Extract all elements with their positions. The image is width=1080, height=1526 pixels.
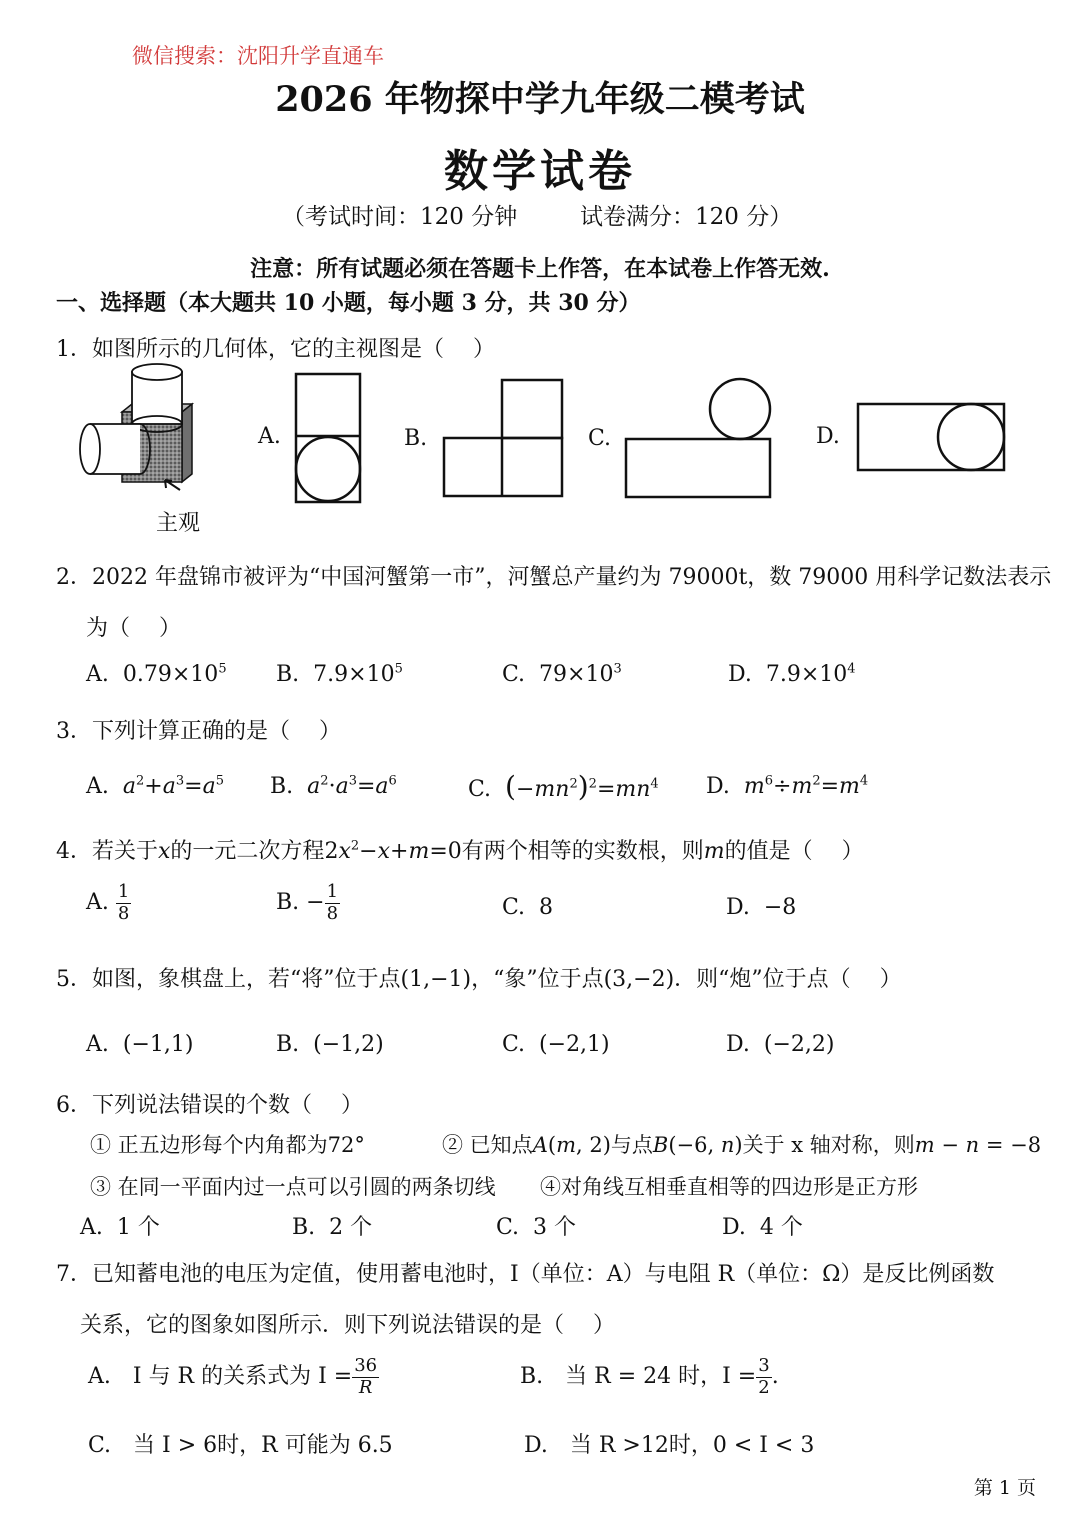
exam-score: 试卷满分：120 分） bbox=[580, 204, 793, 230]
q2-option-c: C. $79\times 10^3$ bbox=[502, 661, 622, 687]
q1-option-d-figure bbox=[856, 402, 1008, 474]
front-view-label: 主观 bbox=[156, 511, 201, 536]
watermark: 微信搜索：沈阳升学直通车 bbox=[132, 44, 384, 68]
q4-option-b: B. − $\frac{1}{8}$ bbox=[276, 881, 339, 924]
question-2-stem: 2．2022 年盘锦市被评为“中国河蟹第一市”，河蟹总产量约为 79000t，数 79000 用科学记数法表示 bbox=[56, 565, 1052, 590]
notice: 注意：所有试题必须在答题卡上作答，在本试卷上作答无效. bbox=[250, 256, 830, 282]
q1-option-d-label: D. bbox=[816, 424, 840, 449]
q6-option-c: C. 3 个 bbox=[496, 1215, 577, 1240]
question-5-stem: 5．如图，象棋盘上，若“将”位于点(1,−1)，“象”位于点(3,−2)．则“炮”位于点（ ） bbox=[56, 967, 902, 992]
q6-statement-3: ③ 在同一平面内过一点可以引圆的两条切线 bbox=[90, 1175, 496, 1199]
page-number: 第 1 页 bbox=[973, 1477, 1036, 1499]
q7-option-d: D. 当 R >12时，0 < I < 3 bbox=[524, 1433, 815, 1458]
q1-option-b-label: B. bbox=[404, 426, 428, 451]
q6-option-d: D. 4 个 bbox=[722, 1215, 803, 1240]
q1-solid-figure bbox=[70, 362, 210, 492]
q6-option-b: B. 2 个 bbox=[292, 1215, 373, 1240]
question-2-stem-cont: 为（ ） bbox=[86, 616, 181, 641]
q6-statement-1: ① 正五边形每个内角都为72° bbox=[90, 1133, 365, 1157]
q1-option-c-figure bbox=[624, 377, 774, 499]
q1-option-b-figure bbox=[442, 378, 564, 498]
q1-option-a-figure bbox=[294, 372, 362, 504]
q5-option-d: D. (−2,2) bbox=[726, 1032, 835, 1057]
q5-option-b: B. (−1,2) bbox=[276, 1032, 384, 1057]
q6-statement-2: ② 已知点A(m, 2)与点B(−6, n)关于 x 轴对称，则m − n = −8 bbox=[442, 1133, 1042, 1157]
question-1-stem: 1．如图所示的几何体，它的主视图是（ ） bbox=[56, 337, 495, 362]
question-7-stem-cont: 关系，它的图象如图所示．则下列说法错误的是（ ） bbox=[80, 1313, 615, 1338]
q4-option-d: D. −8 bbox=[726, 895, 797, 920]
question-4-stem: 4．若关于x的一元二次方程$2x^2-x+m=0$有两个相等的实数根，则m的值是（ ） bbox=[56, 838, 864, 864]
q2-option-d: D. $7.9\times 10^4$ bbox=[728, 661, 856, 687]
q7-option-b: B. 当 R = 24 时，I = $\frac{3}{2}$ . bbox=[520, 1355, 779, 1398]
q4-option-c: C. 8 bbox=[502, 895, 554, 920]
q3-option-a: A. $a^2+a^3=a^5$ bbox=[86, 773, 224, 799]
q7-option-a: A. I 与 R 的关系式为 I = $\frac{36}{R}$ bbox=[88, 1355, 378, 1398]
q3-option-d: D. $m^6\div m^2=m^4$ bbox=[706, 773, 869, 799]
q6-option-a: A. 1 个 bbox=[80, 1215, 160, 1240]
q5-option-a: A. (−1,1) bbox=[86, 1032, 194, 1057]
exam-title: 2026 年物探中学九年级二模考试 bbox=[275, 79, 805, 120]
q7-option-c: C. 当 I > 6时，R 可能为 6.5 bbox=[88, 1433, 393, 1458]
exam-time: （考试时间：120 分钟 bbox=[282, 204, 518, 230]
question-3-stem: 3．下列计算正确的是（ ） bbox=[56, 719, 341, 744]
q2-option-a: A. $0.79\times 10^5$ bbox=[86, 661, 227, 687]
section-heading: 一、选择题（本大题共 10 小题，每小题 3 分，共 30 分） bbox=[56, 290, 641, 316]
q1-option-c-label: C. bbox=[588, 426, 612, 451]
q6-statement-4: ④对角线互相垂直相等的四边形是正方形 bbox=[540, 1175, 918, 1199]
q4-option-a: A. $\frac{1}{8}$ bbox=[86, 881, 130, 924]
q3-option-c: C. $(-mn^2)^2=mn^4$ bbox=[468, 770, 659, 803]
q2-option-b: B. $7.9\times 10^5$ bbox=[276, 661, 403, 687]
question-7-stem: 7．已知蓄电池的电压为定值，使用蓄电池时，I（单位：A）与电阻 R（单位：Ω）是反比例函数 bbox=[56, 1262, 995, 1287]
q1-option-a-label: A. bbox=[258, 424, 281, 449]
subject-title: 数学试卷 bbox=[444, 146, 636, 197]
question-6-stem: 6．下列说法错误的个数（ ） bbox=[56, 1093, 363, 1118]
q5-option-c: C. (−2,1) bbox=[502, 1032, 610, 1057]
q3-option-b: B. $a^2\cdot a^3=a^6$ bbox=[270, 773, 397, 799]
